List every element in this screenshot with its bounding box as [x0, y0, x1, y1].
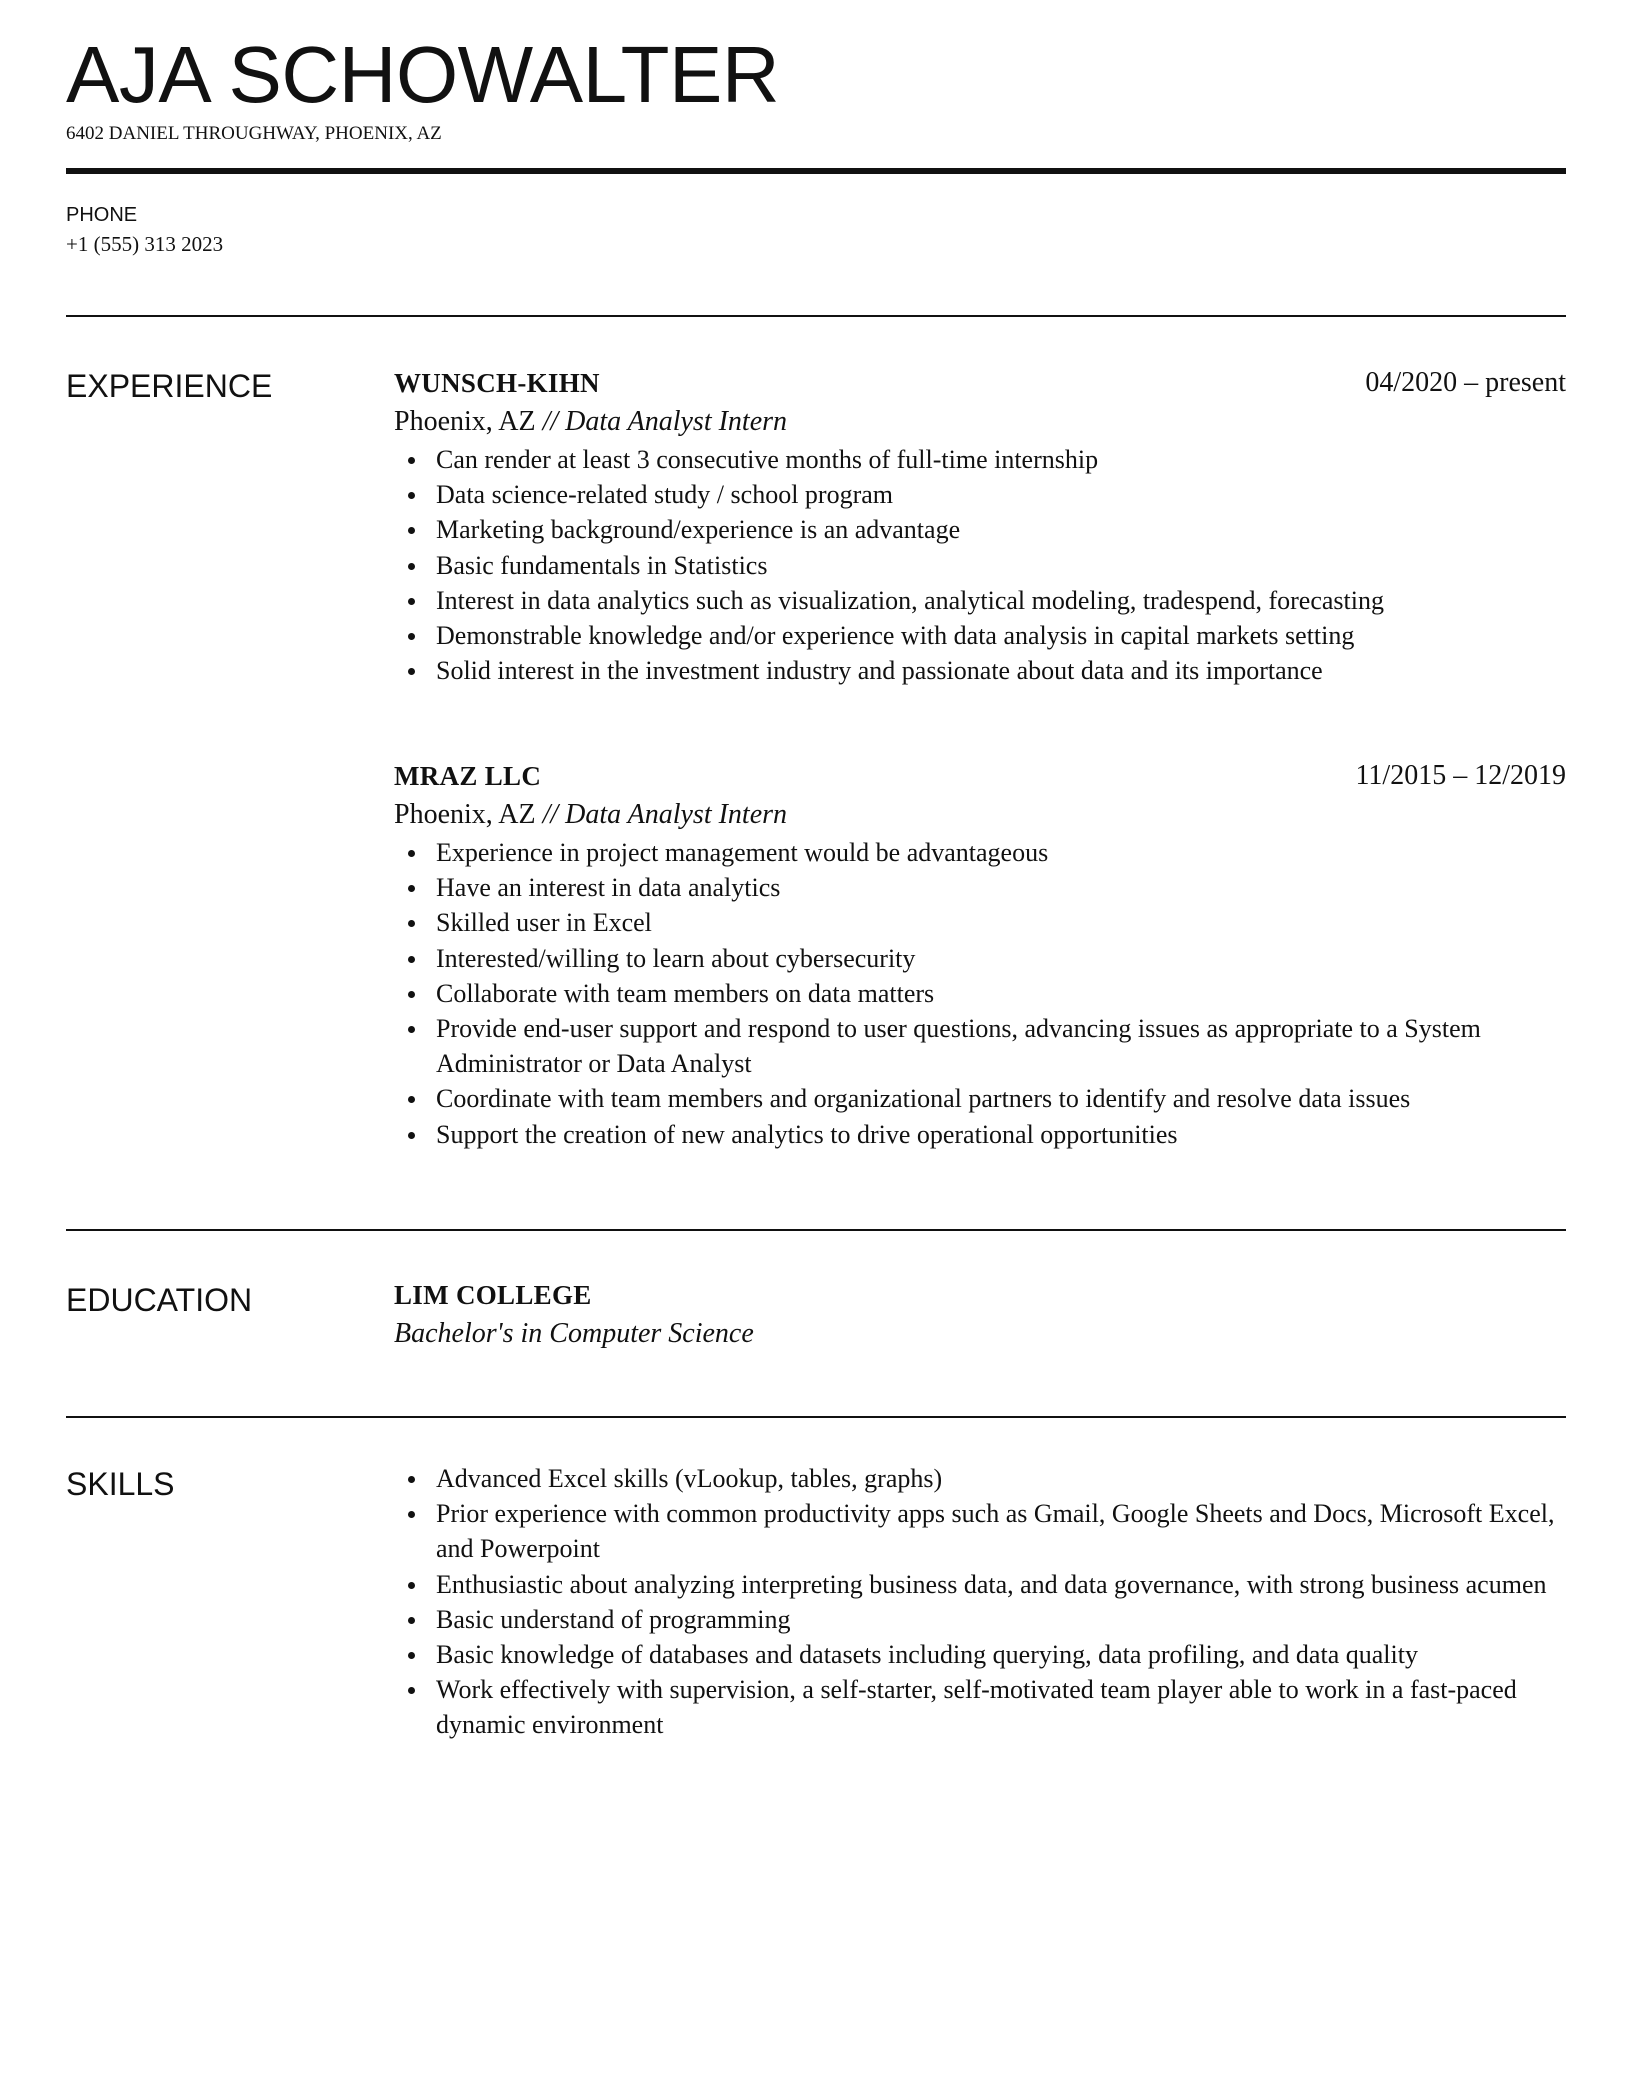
experience-section-title: EXPERIENCE	[66, 368, 273, 404]
education-entry	[394, 1276, 1566, 1354]
education-section-title: EDUCATION	[66, 1282, 253, 1318]
list-item: Enthusiastic about analyzing interpreting business data, and data governance, with strong business acumen	[394, 1567, 1566, 1602]
skills-list	[394, 1461, 1566, 1743]
list-item: Experience in project management would be advantageous	[394, 835, 1566, 870]
list-item: Work effectively with supervision, a self-starter, self-motivated team player able to work in a fast-paced dynamic environment	[394, 1672, 1566, 1742]
list-item: Skilled user in Excel	[394, 905, 1566, 940]
header-divider	[66, 168, 1566, 174]
degree: Bachelor's in Computer Science	[394, 1318, 754, 1349]
list-item: Prior experience with common productivity apps such as Gmail, Google Sheets and Docs, Microsoft Excel, and Powerpoint	[394, 1496, 1566, 1566]
job-dates: 11/2015 – 12/2019	[1355, 760, 1566, 791]
candidate-address: 6402 DANIEL THROUGHWAY, PHOENIX, AZ	[66, 123, 442, 144]
role-separator: //	[542, 799, 559, 830]
list-item: Collaborate with team members on data matters	[394, 976, 1566, 1011]
list-item: Demonstrable knowledge and/or experience with data analysis in capital markets setting	[394, 618, 1566, 653]
list-item: Support the creation of new analytics to drive operational opportunities	[394, 1117, 1566, 1152]
job-location-role	[394, 795, 1566, 835]
list-item: Data science-related study / school program	[394, 477, 1566, 512]
section-divider	[66, 1229, 1566, 1231]
school-name: LIM COLLEGE	[394, 1280, 592, 1310]
list-item: Solid interest in the investment industry and passionate about data and its importance	[394, 653, 1566, 688]
list-item: Basic knowledge of databases and datasets including querying, data profiling, and data quality	[394, 1637, 1566, 1672]
job-dates: 04/2020 – present	[1365, 367, 1566, 398]
section-divider	[66, 1416, 1566, 1418]
phone-number: +1 (555) 313 2023	[66, 232, 224, 256]
list-item: Advanced Excel skills (vLookup, tables, graphs)	[394, 1461, 1566, 1496]
list-item: Provide end-user support and respond to user questions, advancing issues as appropriate to a System Administrator or Data Analyst	[394, 1011, 1566, 1081]
list-item: Interested/willing to learn about cybersecurity	[394, 941, 1566, 976]
phone-label: PHONE	[66, 204, 138, 226]
experience-job	[394, 364, 1566, 688]
skills-list-container	[394, 1461, 1566, 1743]
candidate-name: AJA SCHOWALTER	[66, 30, 780, 119]
list-item: Have an interest in data analytics	[394, 870, 1566, 905]
list-item: Coordinate with team members and organizational partners to identify and resolve data issues	[394, 1081, 1566, 1116]
section-divider	[66, 315, 1566, 317]
job-role: Data Analyst Intern	[565, 406, 788, 437]
experience-job	[394, 757, 1566, 1152]
job-responsibilities	[394, 835, 1566, 1152]
list-item: Marketing background/experience is an advantage	[394, 512, 1566, 547]
job-header	[394, 364, 1566, 402]
list-item: Can render at least 3 consecutive months of full-time internship	[394, 442, 1566, 477]
job-location: Phoenix, AZ	[394, 799, 536, 830]
job-role: Data Analyst Intern	[565, 799, 788, 830]
job-responsibilities	[394, 442, 1566, 688]
job-location: Phoenix, AZ	[394, 406, 536, 437]
company-name: WUNSCH-KIHN	[394, 368, 600, 398]
list-item: Basic understand of programming	[394, 1602, 1566, 1637]
list-item: Interest in data analytics such as visualization, analytical modeling, tradespend, forecasting	[394, 583, 1566, 618]
skills-section-title: SKILLS	[66, 1466, 175, 1502]
job-location-role	[394, 402, 1566, 442]
role-separator: //	[542, 406, 559, 437]
company-name: MRAZ LLC	[394, 761, 542, 791]
list-item: Basic fundamentals in Statistics	[394, 548, 1566, 583]
job-header	[394, 757, 1566, 795]
